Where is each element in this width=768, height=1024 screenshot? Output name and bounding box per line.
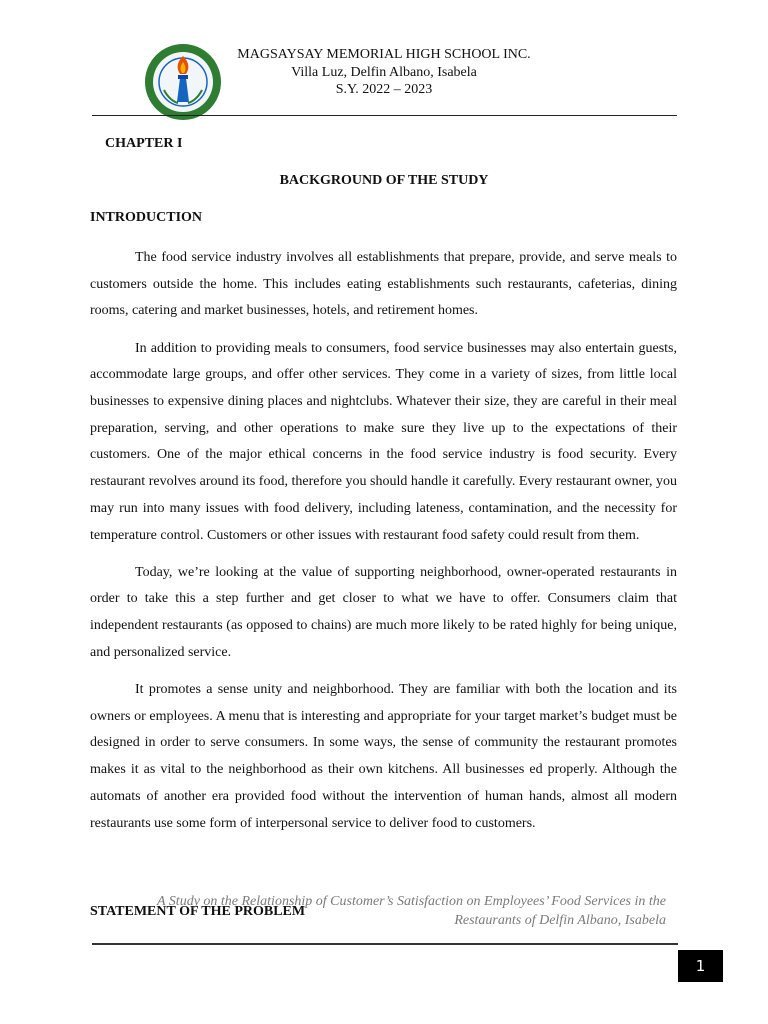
footer-line-2: Restaurants of Delfin Albano, Isabela [454,913,666,928]
school-address: Villa Luz, Delfin Albano, Isabela [291,64,477,80]
paragraph: It promotes a sense unity and neighborhood. They are familiar with both the location and its owners or employees. A menu that is interesting and appropriate for your target market’s budget must be designed in order to serve consumers. In some ways, the sense of community the restaurant promotes makes it as vital to the neighborhood as their own kitchens. All businesses ed properly. Although the automats of another era provided food without the intervention of human hands, almost all modern restaurants use some form of interpersonal service to deliver food to customers. [90,682,677,831]
page-number: 1 [678,950,723,982]
paragraph: Today, we’re looking at the value of supporting neighborhood, owner-operated restaurants in order to take this a step further and get closer to what we have to offer. Consumers claim that independent restaurants (as opposed to chains) are much more likely to be rated highly for being unique, and personalized service. [90,564,677,660]
school-year: S.Y. 2022 – 2023 [335,82,433,97]
introduction-heading: INTRODUCTION [90,210,203,225]
header-divider [92,115,677,116]
chapter-label: CHAPTER I [105,136,183,151]
document-header [0,46,768,99]
body-text [90,245,677,848]
school-name: MAGSAYSAY MEMORIAL HIGH SCHOOL INC. [237,47,531,62]
footer-line-1: A Study on the Relationship of Customer’s Satisfaction on Employees’ Food Services in the [157,894,666,909]
section-title: BACKGROUND OF THE STUDY [279,173,489,188]
statement-of-the-problem-heading: STATEMENT OF THE PROBLEM [90,904,306,919]
footer-study-title [106,892,666,930]
paragraph: In addition to providing meals to consumers, food service businesses may also entertain guests, accommodate large groups, and offer other services. They come in a variety of sizes, from little local businesses to expensive dining places and nightclubs. Whatever their size, they are careful in their meal preparation, serving, and other operations to make sure they live up to the expectations of their customers. One of the major ethical concerns in the food service industry is food security. Every restaurant revolves around its food, therefore you should handle it carefully. Every restaurant owner, you may run into many issues with food delivery, including lateness, contamination, and the necessity for temperature control. Customers or other issues with restaurant food safety could result from them. [90,340,677,543]
paragraph: The food service industry involves all establishments that prepare, provide, and serve meals to customers outside the home. This includes eating establishments such restaurants, cafeterias, dining rooms, catering and market businesses, hotels, and retirement homes. [90,250,677,319]
footer-divider [92,943,678,945]
